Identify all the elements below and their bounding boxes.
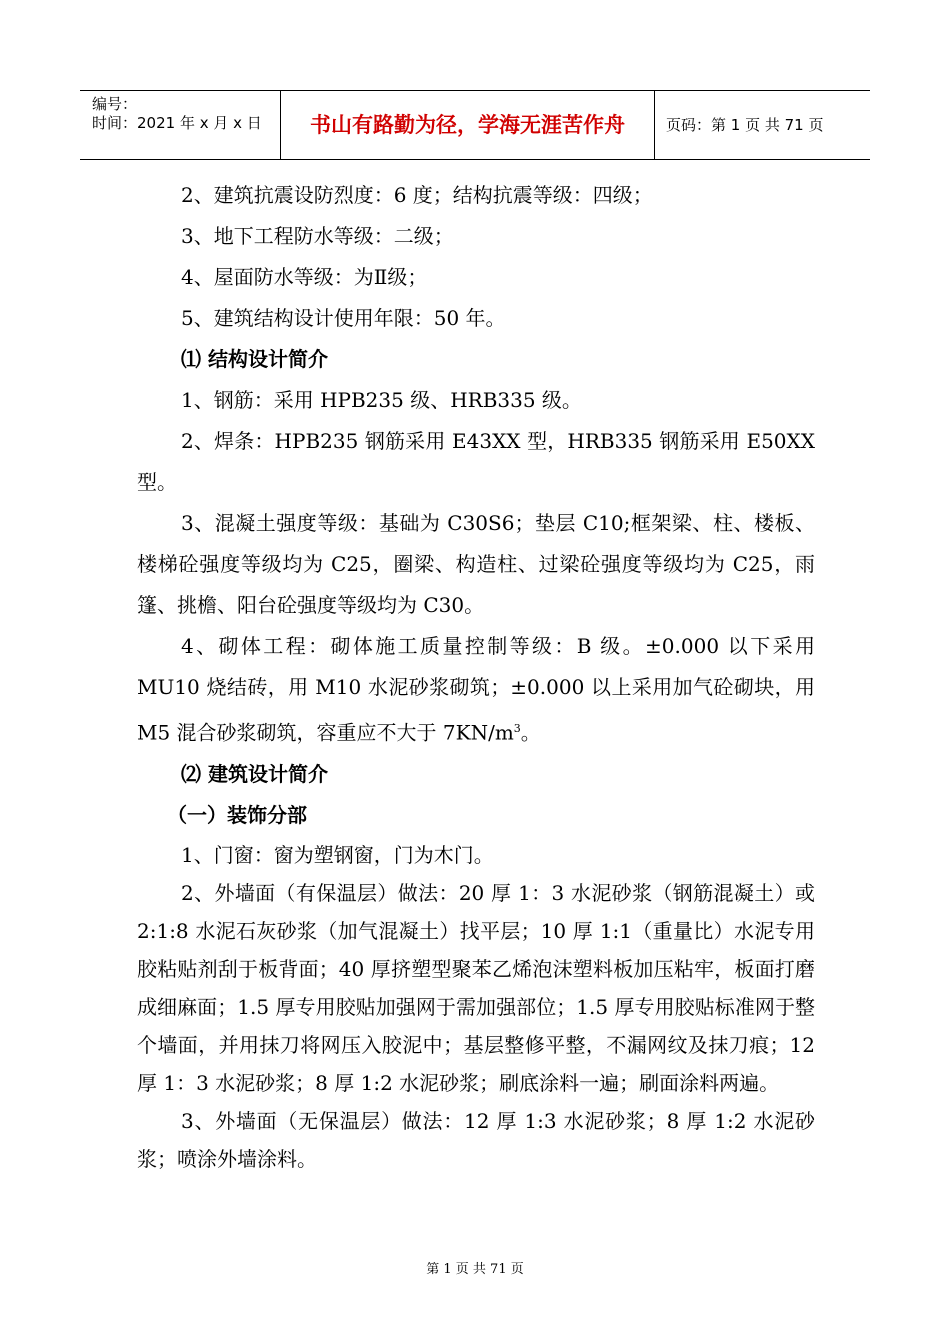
superscript: 3: [513, 722, 521, 735]
paragraph: 3、地下工程防水等级：二级；: [181, 224, 454, 248]
header-divider: [654, 91, 655, 159]
paragraph: 2、建筑抗震设防烈度：6 度；结构抗震等级：四级；: [181, 183, 653, 207]
header-meta: [80, 91, 280, 159]
paragraph-text: 4、砌体工程：砌体施工质量控制等级：B 级。±0.000 以下采用 MU10 烧结砖，用 M10 水泥砂浆砌筑；±0.000 以上采用加气砼砌块，用 M5 混合砂浆砌筑，容重应不大于 7KN/m: [137, 634, 815, 745]
subsection-heading: （一）装饰分部: [167, 802, 307, 827]
document-body: [137, 175, 815, 1178]
paragraph: 1、钢筋：采用 HPB235 级、HRB335 级。: [181, 388, 582, 412]
paragraph: 2、外墙面（有保温层）做法：20 厚 1：3 水泥砂浆（钢筋混凝土）或 2:1:8 水泥石灰砂浆（加气混凝土）找平层；10 厚 1:1（重量比）水泥专用胶粘贴剂刮于板背面；40 厚挤塑型聚苯乙烯泡沫塑料板加压粘牢，板面打磨成细麻面；1.5 厚专用胶贴加强网于需加强部位；1.5 厚专用胶贴标准网于整个墙面，并用抹刀将网压入胶泥中；基层整修平整，不漏网纹及抹刀痕；12 厚 1：3 水泥砂浆；8 厚 1:2 水泥砂浆；刷底涂料一遍；刷面涂料两遍。: [137, 880, 815, 1095]
paragraph: 1、门窗：窗为塑钢窗，门为木门。: [181, 842, 494, 867]
section-heading: ⑴ 结构设计简介: [181, 347, 328, 371]
section-heading: ⑵ 建筑设计简介: [181, 761, 328, 786]
header-page-info: 页码：第 1 页 共 71 页: [666, 116, 824, 134]
paragraph: 3、外墙面（无保温层）做法：12 厚 1:3 水泥砂浆；8 厚 1:2 水泥砂浆；喷涂外墙涂料。: [137, 1108, 815, 1171]
paragraph: 4、屋面防水等级：为Ⅱ级；: [181, 265, 428, 289]
paragraph: [137, 626, 815, 754]
document-date: 时间：2021 年 x 月 x 日: [92, 114, 262, 132]
page-footer: 第 1 页 共 71 页: [426, 1262, 524, 1277]
document-number-label: 编号：: [92, 95, 138, 113]
header-motto: 书山有路勤为径，学海无涯苦作舟: [310, 113, 625, 137]
paragraph: 5、建筑结构设计使用年限：50 年。: [181, 306, 506, 330]
paragraph: 3、混凝土强度等级：基础为 C30S6；垫层 C10;框架梁、柱、楼板、楼梯砼强度等级均为 C25，圈梁、构造柱、过梁砼强度等级均为 C25，雨篷、挑檐、阳台砼强度等级均为 C30。: [137, 511, 815, 617]
page-header: [80, 90, 870, 160]
paragraph: 2、焊条：HPB235 钢筋采用 E43XX 型，HRB335 钢筋采用 E50XX 型。: [137, 429, 815, 494]
paragraph-end: 。: [520, 720, 541, 745]
